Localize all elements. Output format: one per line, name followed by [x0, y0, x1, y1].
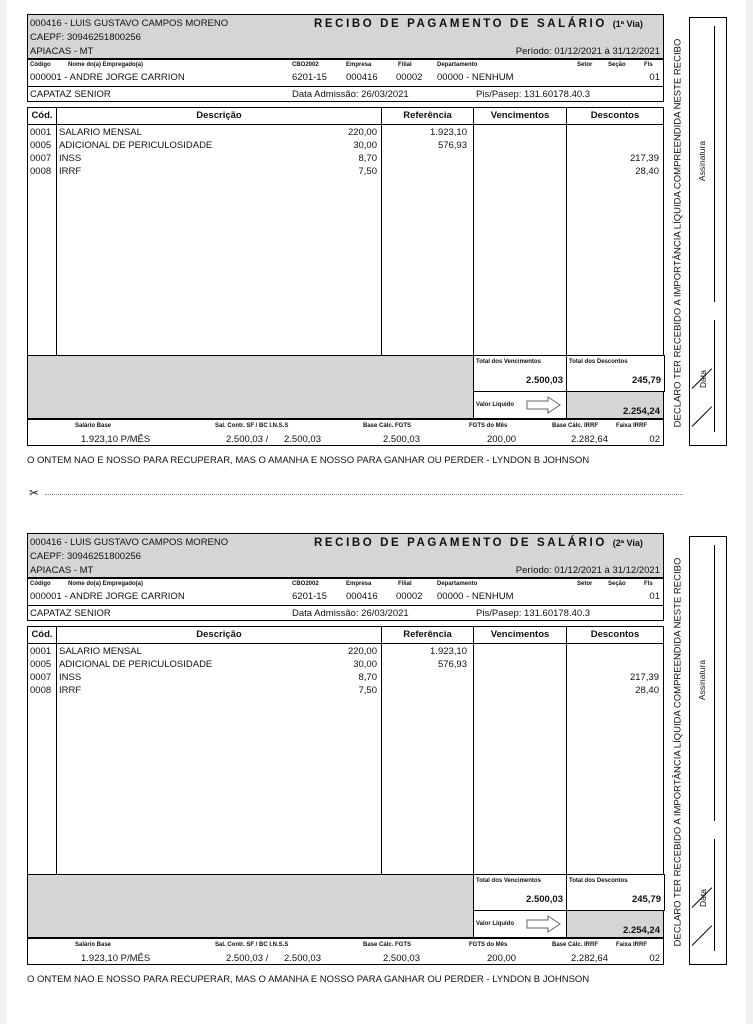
employee-fls: 01: [649, 591, 660, 602]
col-divider: [566, 627, 567, 874]
scissors-icon: ✂: [29, 486, 40, 500]
total-vencimentos-value: 2.500,03: [526, 894, 563, 905]
item-descricao: SALARIO MENSAL: [59, 127, 142, 138]
company-name: 000416 - LUIS GUSTAVO CAMPOS MORENO: [30, 537, 229, 548]
item-descricao: SALARIO MENSAL: [59, 646, 142, 657]
col-header-vencimentos: Vencimentos: [490, 110, 550, 121]
date-slash: [692, 406, 713, 427]
item-vencimentos: 576,93: [437, 659, 467, 670]
total-descontos-value: 245,79: [631, 375, 661, 386]
valor-liquido-label-box: [473, 391, 567, 419]
base-fgts-value: 2.500,03: [383, 434, 420, 445]
signature-side: [664, 14, 726, 451]
company-header: [27, 533, 664, 578]
label-salario-base: Salário Base: [75, 423, 112, 429]
valor-liquido-value: 2.254,24: [623, 925, 660, 936]
employee-filial: 00002: [396, 72, 423, 83]
employee-role: CAPATAZ SENIOR: [30, 89, 111, 100]
total-vencimentos-label: Total dos Vencimentos: [476, 359, 541, 365]
label-code: Código: [30, 581, 51, 587]
label-base-inss: Sal. Contr. SF / BC I.N.S.S: [215, 423, 289, 429]
company-city: APIACAS - MT: [30, 46, 94, 57]
signature-box: [689, 536, 727, 965]
payslip: [27, 14, 708, 466]
employee-pis: Pis/Pasep: 131.60178.40.3: [476, 608, 591, 619]
base-inss-sf-value: 2.500,03 /: [226, 953, 269, 964]
arrow-right-icon: [526, 396, 562, 414]
company-header: [27, 14, 664, 59]
label-fgts-mes: FGTS do Mês: [469, 942, 508, 948]
label-cbo: CBO2002: [292, 581, 319, 587]
items-table: [27, 107, 664, 356]
date-label: Data: [697, 889, 708, 907]
employee-cbo: 6201-15: [292, 591, 327, 602]
signature-line: [714, 545, 715, 821]
item-cod: 0005: [30, 659, 52, 670]
item-descontos: 217,39: [629, 672, 659, 683]
label-code: Código: [30, 62, 51, 68]
signature-label: Assinatura: [697, 659, 708, 701]
col-divider: [566, 108, 567, 355]
col-divider: [56, 108, 57, 355]
label-filial: Filial: [398, 62, 412, 68]
total-vencimentos-box: [473, 874, 567, 911]
col-header-referencia: Referência: [403, 110, 452, 121]
item-descricao: ADICIONAL DE PERICULOSIDADE: [59, 140, 213, 151]
col-header-cod: Cód.: [31, 629, 53, 640]
label-fls: Fls: [644, 581, 653, 587]
declaration: [668, 14, 688, 451]
label-cbo: CBO2002: [292, 62, 319, 68]
label-departamento: Departamento: [437, 62, 478, 68]
base-fgts-value: 2.500,03: [383, 953, 420, 964]
label-filial: Filial: [398, 581, 412, 587]
date-label: Data: [697, 370, 708, 388]
label-setor: Setor: [577, 62, 593, 68]
dotted-divider: [45, 494, 683, 495]
period: Período: 01/12/2021 à 31/12/2021: [515, 565, 660, 576]
label-faixa-irrf: Faixa IRRF: [616, 423, 648, 429]
period: Período: 01/12/2021 à 31/12/2021: [515, 46, 660, 57]
signature-label: Assinatura: [697, 140, 708, 182]
arrow-right-icon: [526, 915, 562, 933]
label-base-fgts: Base Cálc. FGTS: [363, 942, 412, 948]
item-cod: 0007: [30, 153, 52, 164]
item-descontos: 28,40: [635, 166, 659, 177]
employee-pis: Pis/Pasep: 131.60178.40.3: [476, 89, 591, 100]
label-secao: Seção: [608, 62, 626, 68]
faixa-irrf-value: 02: [649, 434, 660, 445]
item-descontos: 28,40: [635, 685, 659, 696]
base-inss-bc-value: 2.500,03: [284, 434, 321, 445]
item-cod: 0005: [30, 140, 52, 151]
employee-departamento: 00000 - NENHUM: [437, 72, 514, 83]
col-divider: [381, 108, 382, 355]
col-header-vencimentos: Vencimentos: [490, 629, 550, 640]
item-descricao: ADICIONAL DE PERICULOSIDADE: [59, 659, 213, 670]
title-text: RECIBO DE PAGAMENTO DE SALÁRIO: [314, 537, 607, 549]
declaration-text: DECLARO TER RECEBIDO A IMPORTÂNCIA LÍQUIDA COMPREENDIDA NESTE RECIBO: [672, 38, 684, 427]
employee-departamento: 00000 - NENHUM: [437, 591, 514, 602]
col-header-referencia: Referência: [403, 629, 452, 640]
receipt-first-copy: [27, 14, 708, 466]
employee-admission: Data Admissão: 26/03/2021: [292, 608, 409, 619]
label-base-irrf: Base Cálc. IRRF: [552, 423, 599, 429]
employee-empresa: 000416: [346, 591, 378, 602]
item-referencia: 7,50: [358, 685, 377, 696]
employee-fls: 01: [649, 72, 660, 83]
company-caepf: CAEPF: 30946251800256: [30, 32, 141, 43]
col-header-cod: Cód.: [31, 110, 53, 121]
label-empresa: Empresa: [346, 581, 372, 587]
base-irrf-value: 2.282,64: [571, 953, 608, 964]
col-header-descontos: Descontos: [590, 629, 640, 640]
header-divider: [28, 643, 663, 644]
item-descricao: IRRF: [59, 166, 82, 177]
col-header-descricao: Descrição: [196, 110, 242, 121]
employee-filial: 00002: [396, 591, 423, 602]
col-header-descricao: Descrição: [196, 629, 242, 640]
company-name: 000416 - LUIS GUSTAVO CAMPOS MORENO: [30, 18, 229, 29]
document-title: [314, 537, 643, 549]
item-descontos: 217,39: [629, 153, 659, 164]
item-vencimentos: 1.923,10: [430, 127, 467, 138]
label-secao: Seção: [608, 581, 626, 587]
item-cod: 0008: [30, 166, 52, 177]
label-name: Nome do(a) Empregado(a): [68, 62, 144, 68]
base-inss-bc-value: 2.500,03: [284, 953, 321, 964]
item-referencia: 30,00: [353, 659, 377, 670]
item-vencimentos: 1.923,10: [430, 646, 467, 657]
total-descontos-box: [566, 355, 665, 392]
item-vencimentos: 576,93: [437, 140, 467, 151]
totals-area: [27, 874, 664, 938]
item-referencia: 30,00: [353, 140, 377, 151]
total-descontos-value: 245,79: [631, 894, 661, 905]
col-header-descontos: Descontos: [590, 110, 640, 121]
label-salario-base: Salário Base: [75, 942, 112, 948]
col-divider: [56, 627, 57, 874]
signature-box: [689, 17, 727, 446]
date-line: [714, 320, 715, 432]
total-vencimentos-label: Total dos Vencimentos: [476, 878, 541, 884]
item-referencia: 220,00: [347, 127, 377, 138]
signature-side: [664, 533, 726, 970]
valor-liquido-label-box: [473, 910, 567, 938]
col-divider: [381, 627, 382, 874]
footer-quote: O ONTEM NAO E NOSSO PARA RECUPERAR, MAS O AMANHA E NOSSO PARA GANHAR OU PERDER - LYNDON B JOHNSON: [27, 455, 590, 466]
item-cod: 0007: [30, 672, 52, 683]
items-table: [27, 626, 664, 875]
company-caepf: CAEPF: 30946251800256: [30, 551, 141, 562]
receipt-second-copy: [27, 533, 708, 985]
via-label: (2ª Via): [612, 538, 643, 548]
col-divider: [473, 627, 474, 874]
bases-row: [27, 938, 664, 965]
total-descontos-label: Total dos Descontos: [569, 359, 628, 365]
item-referencia: 220,00: [347, 646, 377, 657]
date-line: [714, 839, 715, 951]
employee-cbo: 6201-15: [292, 72, 327, 83]
employee-info: [27, 59, 664, 102]
base-inss-sf-value: 2.500,03 /: [226, 434, 269, 445]
item-referencia: 8,70: [358, 672, 377, 683]
company-city: APIACAS - MT: [30, 565, 94, 576]
item-descricao: INSS: [59, 153, 82, 164]
employee-divider: [28, 86, 663, 87]
item-cod: 0001: [30, 646, 52, 657]
label-empresa: Empresa: [346, 62, 372, 68]
total-vencimentos-box: [473, 355, 567, 392]
declaration-text: DECLARO TER RECEBIDO A IMPORTÂNCIA LÍQUIDA COMPREENDIDA NESTE RECIBO: [672, 557, 684, 946]
employee-empresa: 000416: [346, 72, 378, 83]
valor-liquido-label: Valor Líquido: [476, 402, 515, 408]
item-cod: 0001: [30, 127, 52, 138]
total-descontos-box: [566, 874, 665, 911]
declaration: [668, 533, 688, 970]
employee-code-name: 000001 - ANDRE JORGE CARRION: [30, 72, 185, 83]
item-referencia: 7,50: [358, 166, 377, 177]
label-name: Nome do(a) Empregado(a): [68, 581, 144, 587]
item-referencia: 8,70: [358, 153, 377, 164]
employee-role: CAPATAZ SENIOR: [30, 608, 111, 619]
employee-code-name: 000001 - ANDRE JORGE CARRION: [30, 591, 185, 602]
footer-quote: O ONTEM NAO E NOSSO PARA RECUPERAR, MAS O AMANHA E NOSSO PARA GANHAR OU PERDER - LYNDON B JOHNSON: [27, 974, 590, 985]
date-slash: [692, 925, 713, 946]
payslip: [27, 533, 708, 985]
label-base-irrf: Base Cálc. IRRF: [552, 942, 599, 948]
label-base-fgts: Base Cálc. FGTS: [363, 423, 412, 429]
label-faixa-irrf: Faixa IRRF: [616, 942, 648, 948]
salario-base-value: 1.923,10 P/MÊS: [81, 953, 151, 964]
col-divider: [473, 108, 474, 355]
salario-base-value: 1.923,10 P/MÊS: [81, 434, 151, 445]
label-setor: Setor: [577, 581, 593, 587]
employee-divider: [28, 605, 663, 606]
bases-row: [27, 419, 664, 446]
item-descricao: IRRF: [59, 685, 82, 696]
label-fgts-mes: FGTS do Mês: [469, 423, 508, 429]
item-descricao: INSS: [59, 672, 82, 683]
label-fls: Fls: [644, 62, 653, 68]
employee-admission: Data Admissão: 26/03/2021: [292, 89, 409, 100]
header-divider: [28, 124, 663, 125]
fgts-mes-value: 200,00: [487, 434, 517, 445]
item-cod: 0008: [30, 685, 52, 696]
document-title: [314, 18, 643, 30]
base-irrf-value: 2.282,64: [571, 434, 608, 445]
faixa-irrf-value: 02: [649, 953, 660, 964]
signature-line: [714, 26, 715, 302]
title-text: RECIBO DE PAGAMENTO DE SALÁRIO: [314, 18, 607, 30]
valor-liquido-label: Valor Líquido: [476, 921, 515, 927]
label-base-inss: Sal. Contr. SF / BC I.N.S.S: [215, 942, 289, 948]
via-label: (1ª Via): [612, 19, 643, 29]
fgts-mes-value: 200,00: [487, 953, 517, 964]
employee-info: [27, 578, 664, 621]
total-descontos-label: Total dos Descontos: [569, 878, 628, 884]
valor-liquido-value: 2.254,24: [623, 406, 660, 417]
total-vencimentos-value: 2.500,03: [526, 375, 563, 386]
document-page: [7, 0, 746, 1024]
label-departamento: Departamento: [437, 581, 478, 587]
totals-area: [27, 355, 664, 419]
